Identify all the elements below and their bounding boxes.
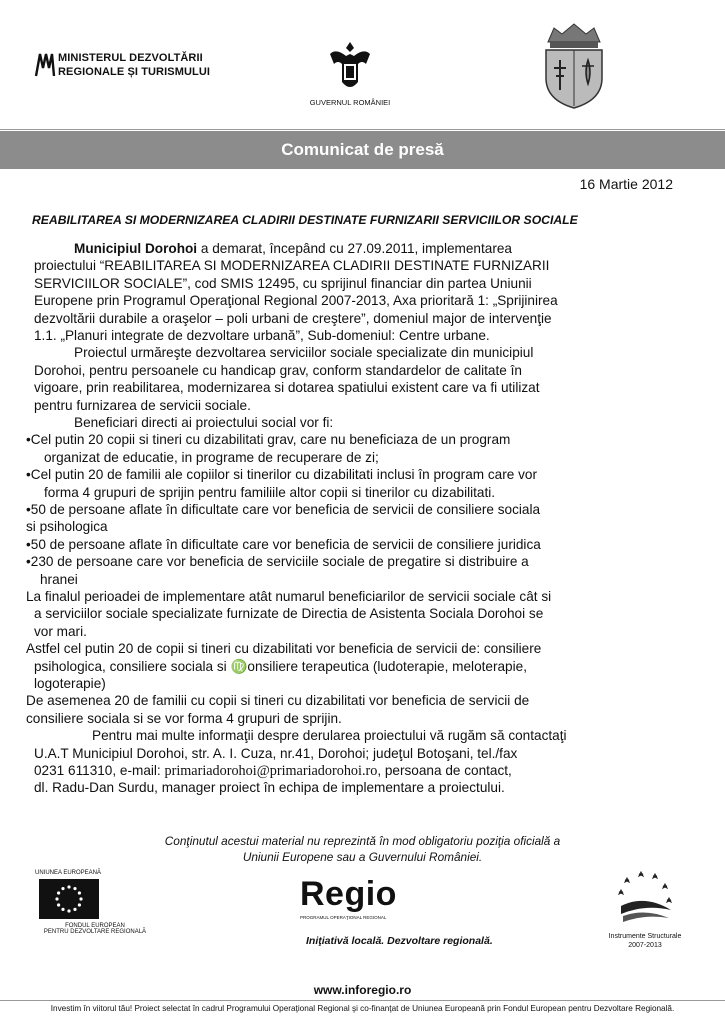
body-line: a serviciilor sociale specializate furnizate de Directia de Asistenta Sociala Dorohoi se bbox=[34, 606, 544, 622]
document-title: REABILITAREA SI MODERNIZAREA CLADIRII DESTINATE FURNIZARII SERVICIILOR SOCIALE bbox=[32, 213, 578, 227]
list-item: •50 de persoane aflate în dificultate care vor beneficia de servicii de consiliere juridica bbox=[26, 536, 541, 552]
municipality-name: Municipiul Dorohoi bbox=[74, 241, 198, 256]
body-line: hranei bbox=[40, 571, 78, 587]
body-line: U.A.T Municipiul Dorohoi, str. A. I. Cuza, nr.41, Dorohoi; judeţul Botoşani, tel./fax bbox=[34, 745, 518, 761]
press-release-banner: Comunicat de presă bbox=[0, 131, 725, 169]
regio-tagline: Iniţiativă locală. Dezvoltare regională. bbox=[306, 935, 493, 947]
footer-divider bbox=[0, 1000, 725, 1001]
body-line: consiliere sociala si se vor forma 4 grupuri de sprijin. bbox=[26, 710, 342, 726]
body-line: si psihologica bbox=[26, 519, 108, 535]
contact-email-link[interactable]: primariadorohoi@primariadorohoi.ro bbox=[164, 763, 378, 779]
body-line: vor mari. bbox=[34, 623, 87, 639]
eu-logo bbox=[35, 870, 147, 950]
ministry-line1: MINISTERUL DEZVOLTĂRII bbox=[58, 52, 203, 64]
body-line: Astfel cel putin 20 de copii si tineri cu dizabilitati vor beneficia de servicii de: consiliere bbox=[26, 641, 542, 657]
body-line: vigoare, prin reabilitarea, modernizarea si dotarea spatiului existent care va fi utilizat bbox=[34, 380, 540, 396]
body-line: 1.1. „Planuri integrate de dezvoltare urbană”, Sub-domeniul: Centre urbane. bbox=[34, 328, 490, 343]
body-line: pentru furnizarea de servicii sociale. bbox=[34, 397, 251, 413]
eu-flag-icon bbox=[39, 879, 99, 919]
list-item: •Cel putin 20 de familii ale copiilor si tinerilor cu dizabilitati inclusi în program care vor bbox=[26, 467, 537, 483]
body-line: De asemenea 20 de familii cu copii si tineri cu dizabilitati vor beneficia de servicii de bbox=[26, 693, 530, 709]
body-line: Pentru mai multe informaţii despre derularea proiectului vă rugăm să contactaţi bbox=[92, 728, 567, 744]
body-line: logoterapie) bbox=[34, 676, 106, 691]
body-line: SERVICIILOR SOCIALE”, cod SMIS 12495, cu sprijinul financiar din partea Uniunii bbox=[34, 275, 532, 291]
ministry-line2: REGIONALE ȘI TURISMULUI bbox=[58, 66, 211, 78]
body-line: organizat de educatie, in programe de recuperare de zi; bbox=[44, 449, 379, 465]
body-line: proiectului “REABILITAREA SI MODERNIZAREA CLADIRII DESTINATE FURNIZARII bbox=[34, 258, 550, 274]
body-line: dl. Radu-Dan Surdu, manager proiect în echipa de implementare a proiectului. bbox=[34, 780, 505, 796]
header-divider bbox=[0, 129, 725, 130]
eu-caption-bottom: FONDUL EUROPEAN PENTRU DEZVOLTARE REGIONALĂ bbox=[43, 923, 147, 935]
regio-logo bbox=[300, 875, 493, 947]
stars-swoosh-icon bbox=[605, 870, 685, 930]
body-line: forma 4 grupuri de sprijin pentru familiile altor copii si tinerilor cu dizabilitati. bbox=[44, 484, 496, 500]
ministry-mark-icon bbox=[34, 50, 56, 78]
body-line: Proiectul urmăreşte dezvoltarea serviciilor sociale specializate din municipiul bbox=[74, 345, 534, 361]
website-link[interactable]: www.inforegio.ro bbox=[313, 983, 412, 997]
regio-subtitle: PROGRAMUL OPERAŢIONAL REGIONAL bbox=[300, 915, 387, 920]
body-line: Dorohoi, pentru persoanele cu handicap grav, conform standardelor de calitate în bbox=[34, 362, 522, 378]
body-line: Municipiul Dorohoi a demarat, începând cu 27.09.2011, implementarea bbox=[74, 241, 512, 256]
body-line: La finalul perioadei de implementare atât numarul beneficiarilor de servicii sociale cât si bbox=[26, 589, 552, 604]
list-item: •50 de persoane aflate în dificultate care vor beneficia de servicii de consiliere sociala bbox=[26, 502, 541, 517]
government-caption: GUVERNUL ROMÂNIEI bbox=[309, 98, 391, 107]
eu-caption-top: UNIUNEA EUROPEANĂ bbox=[35, 870, 102, 876]
dorohoi-crest-logo bbox=[540, 20, 608, 110]
instruments-caption: Instrumente Structurale 2007-2013 bbox=[608, 933, 682, 949]
list-item: •230 de persoane care vor beneficia de serviciile sociale de pregatire si distribuire a bbox=[26, 554, 529, 570]
government-logo bbox=[300, 38, 400, 113]
ministry-logo bbox=[34, 48, 224, 88]
list-item: •Cel putin 20 copii si tineri cu dizabilitati grav, care nu beneficiaza de un program bbox=[26, 432, 511, 448]
disclaimer-line2: Uniunii Europene sau a Guvernului României. bbox=[242, 850, 483, 864]
body-line: dezvoltării durabile a oraşelor – poli urbani de creştere”, domeniul major de intervenţie bbox=[34, 310, 552, 326]
body-line: psihologica, consiliere sociala si ♍onsiliere terapeutica (ludoterapie, meloterapie, bbox=[34, 658, 527, 674]
regio-wordmark: Regio bbox=[300, 875, 397, 913]
city-crest-icon bbox=[540, 20, 608, 110]
body-line: 0231 611310, e-mail: primariadorohoi@primariadorohoi.ro, persoana de contact, bbox=[34, 763, 512, 779]
structural-instruments-logo bbox=[605, 870, 685, 950]
footer-text: Investim în viitorul tău! Proiect selectat în cadrul Programului Operaţional Regional şi co-finanţat de Uniunea Europeană prin Fondul European pentru Dezvoltare Regională. bbox=[50, 1004, 675, 1013]
body-line: Europene prin Programul Operaţional Regional 2007-2013, Axa prioritară 1: „Sprijinirea bbox=[34, 293, 558, 309]
disclaimer bbox=[0, 833, 725, 865]
disclaimer-line1: Conţinutul acestui material nu reprezintă în mod obligatoriu poziţia oficială a bbox=[164, 834, 561, 848]
body-line: Beneficiari directi ai proiectului social vor fi: bbox=[74, 415, 334, 430]
eagle-coat-of-arms-icon bbox=[300, 38, 400, 96]
release-date: 16 Martie 2012 bbox=[579, 176, 673, 192]
